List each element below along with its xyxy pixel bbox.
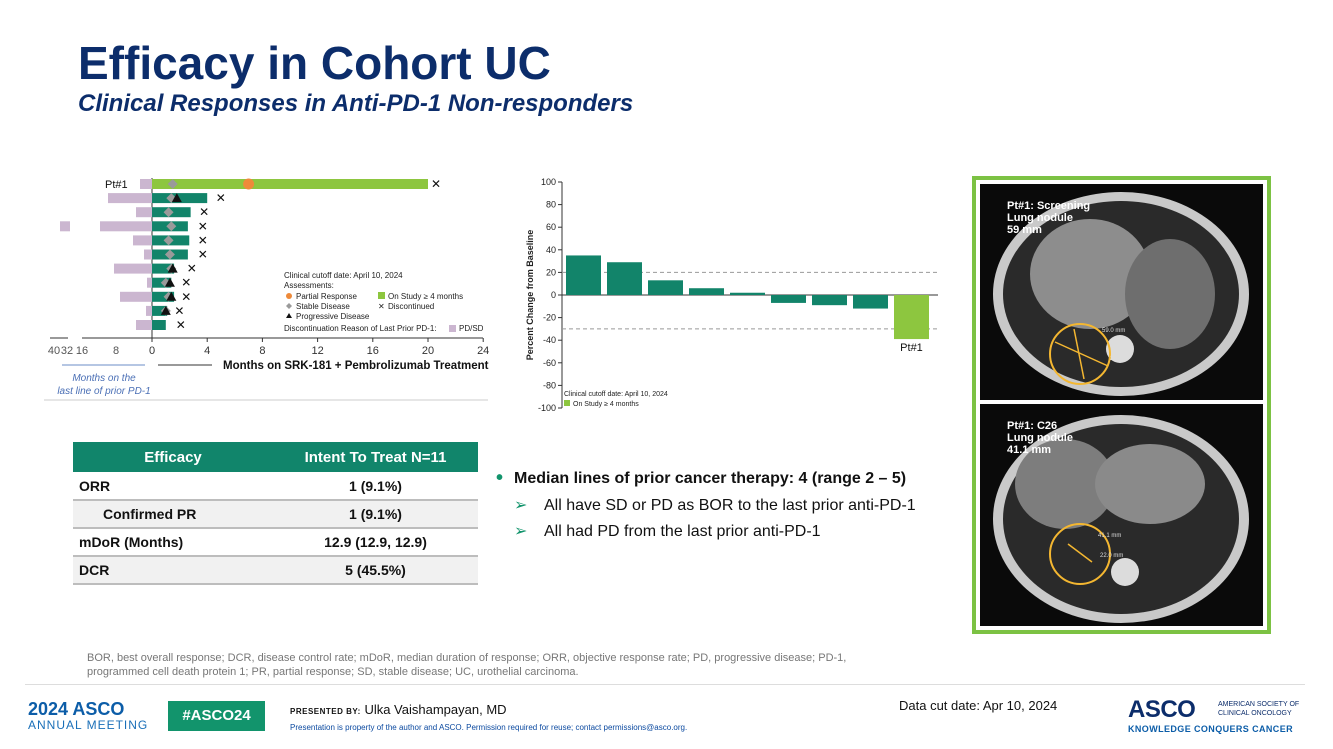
waterfall-bar [853, 295, 888, 309]
prior-axis-title-2: last line of prior PD-1 [57, 386, 151, 397]
row-label: ORR [73, 472, 273, 500]
legend-sd: Stable Disease [296, 302, 350, 311]
waterfall-bar [689, 288, 724, 295]
legend-cutoff: Clinical cutoff date: April 10, 2024 [284, 271, 403, 280]
x-tick-label: 4 [204, 345, 211, 357]
discontinued-marker: ✕ [215, 191, 226, 206]
property-notice: Presentation is property of the author and ASCO. Permission required for reuse; contact permissions@asco.org. [290, 723, 688, 732]
table-row [73, 528, 478, 556]
swimmer-plot [40, 170, 500, 405]
waterfall-bar [894, 295, 929, 339]
waterfall-bar [566, 255, 601, 295]
legend-disc-icon: ✕ [378, 302, 385, 311]
row-label: Confirmed PR [73, 500, 273, 528]
prior-pd1-bar [108, 193, 152, 203]
ct-label-c26: Pt#1: C26 Lung nodule 41.1 mm [1007, 420, 1073, 456]
prior-pd1-bar [147, 278, 152, 288]
prior-tick-label: 8 [112, 345, 120, 357]
legend-pdsd-icon [449, 325, 456, 332]
table-header-efficacy: Efficacy [73, 442, 273, 472]
efficacy-table [73, 442, 478, 585]
prior-tick-label: 16 [75, 345, 89, 357]
page-subtitle: Clinical Responses in Anti-PD-1 Non-responders [78, 90, 634, 117]
asco-society-logo: ASCO AMERICAN SOCIETY OF CLINICAL ONCOLOGY KNOWLEDGE CONQUERS CANCER [1128, 696, 1300, 734]
legend-pdsd: PD/SD [459, 324, 484, 333]
row-value: 5 (45.5%) [273, 556, 478, 584]
legend-assessments: Assessments: [284, 281, 334, 290]
ct-measure-1: 59.0 mm [1102, 328, 1126, 334]
prior-pd1-bar [120, 292, 152, 302]
x-tick-label: 12 [311, 345, 324, 357]
prior-pd1-bar [133, 235, 152, 245]
discontinued-marker: ✕ [197, 247, 208, 262]
waterfall-cutoff: Clinical cutoff date: April 10, 2024 [564, 391, 668, 398]
prior-pd1-bar [136, 320, 152, 330]
legend-pr-icon [286, 293, 292, 299]
y-tick-label: 100 [540, 177, 556, 187]
prior-tick-label: 32 [60, 345, 74, 357]
y-tick-label: 0 [550, 290, 556, 300]
ct-scan-screening [980, 184, 1263, 400]
ct-scan-c26 [980, 404, 1263, 626]
discontinued-marker: ✕ [174, 303, 185, 318]
footer-divider [25, 684, 1305, 685]
y-axis-title: Percent Change from Baseline [525, 229, 535, 361]
hashtag-badge: #ASCO24 [168, 701, 265, 731]
discontinued-marker: ✕ [175, 318, 186, 332]
treatment-bar [152, 179, 428, 189]
page-title: Efficacy in Cohort UC [78, 37, 551, 89]
presenter-name: Ulka Vaishampayan, MD [364, 702, 507, 717]
data-cut-date: Data cut date: Apr 10, 2024 [899, 698, 1058, 713]
ct-scan-panel [972, 176, 1271, 634]
y-tick-label: 60 [545, 222, 556, 233]
discontinued-marker: ✕ [186, 261, 197, 276]
y-tick-label: 80 [545, 199, 556, 210]
patient-label: Pt#1 [105, 179, 128, 191]
prior-pd1-bar-extended [60, 221, 70, 231]
waterfall-plot [520, 170, 960, 420]
x-axis-title: Months on SRK-181 + Pembrolizumab Treatment [223, 360, 489, 372]
x-tick-label: 16 [366, 345, 379, 357]
row-label: mDoR (Months) [73, 528, 273, 556]
table-header-row [73, 442, 478, 472]
prior-pd1-bar [114, 264, 152, 274]
arrow-icon: ➢ [514, 497, 528, 514]
bullet-list [496, 470, 916, 540]
discontinued-marker: ✕ [181, 289, 192, 304]
waterfall-bar [607, 262, 642, 295]
x-tick-label: 24 [477, 345, 490, 357]
y-tick-label: 40 [545, 244, 556, 255]
y-tick-label: -100 [537, 403, 556, 413]
discontinued-marker: ✕ [199, 205, 210, 220]
y-tick-label: -20 [542, 312, 556, 323]
pt1-annotation: Pt#1 [900, 342, 923, 355]
legend-pr: Partial Response [296, 292, 357, 301]
presenter-info [290, 702, 687, 732]
waterfall-legend: On Study ≥ 4 months [573, 401, 639, 408]
waterfall-legend-icon [564, 400, 570, 406]
treatment-bar [152, 320, 166, 330]
table-row [73, 556, 478, 584]
legend-sd-icon [286, 303, 292, 309]
x-tick-label: 0 [148, 345, 156, 357]
waterfall-bar [812, 295, 847, 305]
legend-onstudy: On Study ≥ 4 months [388, 292, 464, 301]
legend-disc: Discontinued [388, 302, 435, 311]
discontinued-marker: ✕ [197, 219, 208, 234]
y-tick-label: -80 [542, 380, 556, 391]
row-label: DCR [73, 556, 273, 584]
row-value: 1 (9.1%) [273, 500, 478, 528]
legend-pd: Progressive Disease [296, 312, 370, 321]
x-tick-label: 8 [259, 345, 266, 357]
prior-axis-title-1: Months on the [72, 373, 136, 384]
legend-pd-icon [286, 313, 292, 318]
discontinued-marker: ✕ [197, 233, 208, 248]
prior-pd1-bar [146, 306, 152, 316]
y-tick-label: -60 [542, 357, 556, 368]
bullet-main: • Median lines of prior cancer therapy: 4 (range 2 – 5) [496, 470, 916, 488]
waterfall-bar [730, 293, 765, 295]
prior-pd1-bar [144, 250, 152, 260]
ct-measure-2: 20 mm [1110, 356, 1129, 362]
ct-measure-4: 22.0 mm [1100, 553, 1124, 559]
waterfall-bar [648, 280, 683, 295]
row-value: 12.9 (12.9, 12.9) [273, 528, 478, 556]
x-tick-label: 20 [421, 345, 435, 357]
discontinued-marker: ✕ [431, 177, 442, 191]
y-tick-label: 20 [545, 267, 556, 278]
waterfall-bar [771, 295, 806, 303]
legend-onstudy-icon [378, 292, 385, 299]
prior-pd1-bar [100, 221, 152, 231]
prior-tick-label: 40 [47, 345, 61, 357]
prior-pd1-bar [136, 207, 152, 217]
discontinued-marker: ✕ [181, 275, 192, 290]
legend-reason: Discontinuation Reason of Last Prior PD-1: [284, 324, 437, 333]
partial-response-marker [243, 179, 254, 190]
ct-label-screening: Pt#1: Screening Lung nodule 59 mm [1007, 200, 1091, 236]
ct-measure-3: 41.1 mm [1098, 533, 1122, 539]
footnote: BOR, best overall response; DCR, disease control rate; mDoR, median duration of response; ORR, objective response rate; PD, progressive disease; PD-1, programmed cell death protein 1; PR, partial response; SD, stable disease; UC, urothelial carcinoma. [87, 652, 847, 678]
table-row [73, 500, 478, 528]
presented-by-label: PRESENTED BY: [290, 707, 361, 716]
bullet-sub-2: ➢ All had PD from the last prior anti-PD-1 [514, 523, 821, 540]
asco-meeting-logo: 2024 ASCO ANNUAL MEETING [28, 699, 149, 732]
prior-pd1-bar [140, 179, 152, 189]
y-tick-label: -40 [542, 335, 556, 346]
arrow-icon: ➢ [514, 523, 528, 540]
table-row [73, 472, 478, 500]
row-value: 1 (9.1%) [273, 472, 478, 500]
table-header-itt: Intent To Treat N=11 [273, 442, 478, 472]
bullet-sub-1: ➢ All have SD or PD as BOR to the last prior anti-PD-1 [514, 497, 916, 514]
